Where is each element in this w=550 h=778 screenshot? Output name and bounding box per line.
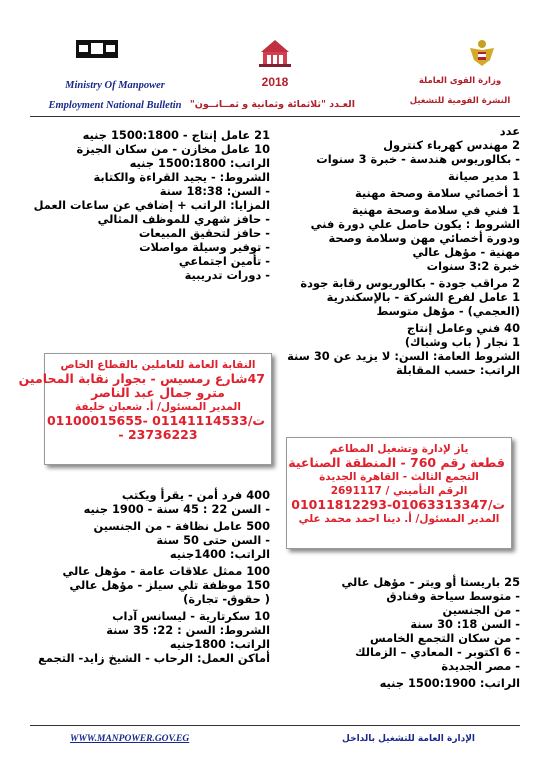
text-line: - السن 22 : 45 سنة - 1900 جنيه [83, 502, 270, 516]
text-line: الشروط : يكون حاصل علي دورة فني [310, 217, 520, 231]
bulletin-en: Employment National Bulletin [48, 100, 182, 111]
box-line: 23736223 - [118, 427, 198, 442]
text-line: 100 ممثل علاقات عامة - مؤهل عالي [62, 564, 270, 578]
text-line: - 6 اكتوبر - المعادي – الزمالك [355, 645, 520, 659]
text-line: - متوسط سياحة وفنادق [386, 589, 520, 603]
box-line: 47شارع رمسيس - بجوار نقابة المحامين [18, 371, 265, 386]
text-line: 1 فني في سلامة وصحة مهنية [351, 203, 520, 217]
header-divider [30, 116, 520, 117]
footer-dept: الإدارة العامة للتشغيل بالداخل [342, 734, 475, 744]
text-line: الشروط العامة: السن: لا يزيد عن 30 سنة [287, 349, 520, 363]
left-column-bottom [30, 488, 270, 665]
text-line: 40 فني وعامل إنتاج [406, 321, 520, 335]
text-line: 400 فرد أمن - يقرأ ويكتب [121, 488, 270, 502]
text-line: 25 باريستا أو ويتر - مؤهل عالي [341, 575, 520, 589]
text-line: 2 مهندس كهرباء كنترول [383, 138, 520, 152]
box-line: مترو جمال عبد الناصر [91, 385, 225, 400]
header-right [400, 76, 520, 116]
text-line: 21 عامل إنتاج - 1500:1800 جنيه [82, 128, 270, 142]
ministry-ar: وزارة القوى العاملة [418, 76, 502, 86]
text-line: - حافز شهري للموظف المثالي [97, 212, 270, 226]
text-line: عدد [499, 124, 520, 138]
text-line: - السن 18: 30 سنة [410, 617, 520, 631]
text-line: ودورة أخصائي مهن وسلامة وصحة [328, 231, 520, 245]
text-line: - تأمين اجتماعي [178, 254, 270, 268]
left-column-top [30, 128, 270, 282]
website-link[interactable]: WWW.MANPOWER.GOV.EG [70, 734, 190, 744]
text-line: 500 عامل نظافة - من الجنسين [93, 519, 270, 533]
ministry-en: Ministry Of Manpower [65, 80, 165, 91]
footer-divider [30, 725, 520, 726]
text-line: 1 نجار ( باب وشباك) [404, 335, 520, 349]
eagle-emblem [468, 38, 496, 68]
box-line: قطعة رقم 760 - المنطقة الصناعية [288, 455, 505, 470]
flag-logo [75, 38, 119, 60]
box-line: التجمع الثالث - القاهرة الجديدة [319, 471, 479, 483]
box-line: الرقم التأميني / 2691117 [330, 485, 468, 497]
text-line: مهنية - مؤهل عالي [412, 245, 520, 259]
text-line: الراتب: 1400جنيه [169, 547, 270, 561]
text-line: ( حقوق- تجارة) [183, 592, 270, 606]
text-line: الراتب: 1500:1800 جنيه [129, 156, 270, 170]
right-column-bottom [270, 575, 520, 690]
text-line: الراتب: 1800جنيه [169, 637, 270, 651]
box-line: المدير المسئول/ أ. دينا احمد محمد علي [298, 513, 500, 525]
bulletin-ar: النشرة القومية للتشغيل [409, 96, 511, 106]
text-line: المزايا: الراتب + إضافي عن ساعات العمل [33, 198, 270, 212]
text-line: 150 موظفة تلي سيلز - مؤهل عالي [69, 578, 270, 592]
text-line: - مصر الجديدة [441, 659, 520, 673]
text-line: أماكن العمل: الرحاب - الشيخ زايد- التجمع [38, 651, 270, 665]
right-column-top [270, 124, 520, 377]
text-line: - السن حتى 50 سنة [156, 533, 270, 547]
issue-year: 2018 [261, 75, 289, 89]
union-contact-box [18, 353, 272, 465]
box-line: ت/01063313347-01011812293 [291, 497, 505, 512]
text-line: 1 مدير صيانة [448, 169, 520, 183]
text-line: (العجمي) - مؤهل متوسط [376, 304, 520, 318]
text-line: الشروط: السن : 22: 35 سنة [106, 623, 270, 637]
text-line: - توفير وسيلة مواصلات [139, 240, 270, 254]
text-line: 10 سكرتارية - ليسانس آداب [112, 609, 270, 623]
text-line: - من الجنسين [442, 603, 520, 617]
box-line: النقابة العامة للعاملين بالقطاع الخاص [60, 359, 256, 371]
text-line: - من سكان التجمع الخامس [370, 631, 520, 645]
text-line: 10 عامل مخازن - من سكان الجيزة [76, 142, 270, 156]
issue-number: العـدد "ثلاثمائة وثمانية و ثمــانــون" [189, 99, 355, 110]
text-line: - حافز لتحقيق المبيعات [138, 226, 270, 240]
text-line: 1 عامل لفرع الشركة - بالإسكندرية [326, 290, 520, 304]
text-line: الراتب: 1500:1900 جنيه [379, 676, 520, 690]
box-line: ياز لإدارة وتشغيل المطاعم [329, 443, 469, 455]
text-line: الشروط: - يجيد القراءة والكتابة [93, 170, 270, 184]
text-line: 2 مراقب جودة - بكالوريوس رقابة جودة [300, 276, 520, 290]
text-line: 1 أخصائي سلامة وصحة مهنية [354, 186, 520, 200]
bulletin-emblem [257, 38, 293, 68]
header-middle [189, 75, 355, 110]
box-line: ت/01141114533 -01100015655 [46, 413, 265, 428]
text-line: - بكالوريوس هندسة - خبرة 3 سنوات [316, 152, 520, 166]
box-line: المدير المسئول/ أ. شعبان خليفة [75, 401, 241, 413]
text-line: - دورات تدريبية [184, 268, 270, 282]
text-line: الراتب: حسب المقابلة [396, 363, 520, 377]
restaurant-contact-box [286, 437, 512, 549]
text-line: خبرة 3:2 سنوات [426, 259, 520, 273]
text-line: - السن: 18:38 سنة [159, 184, 270, 198]
header-left [30, 80, 200, 120]
